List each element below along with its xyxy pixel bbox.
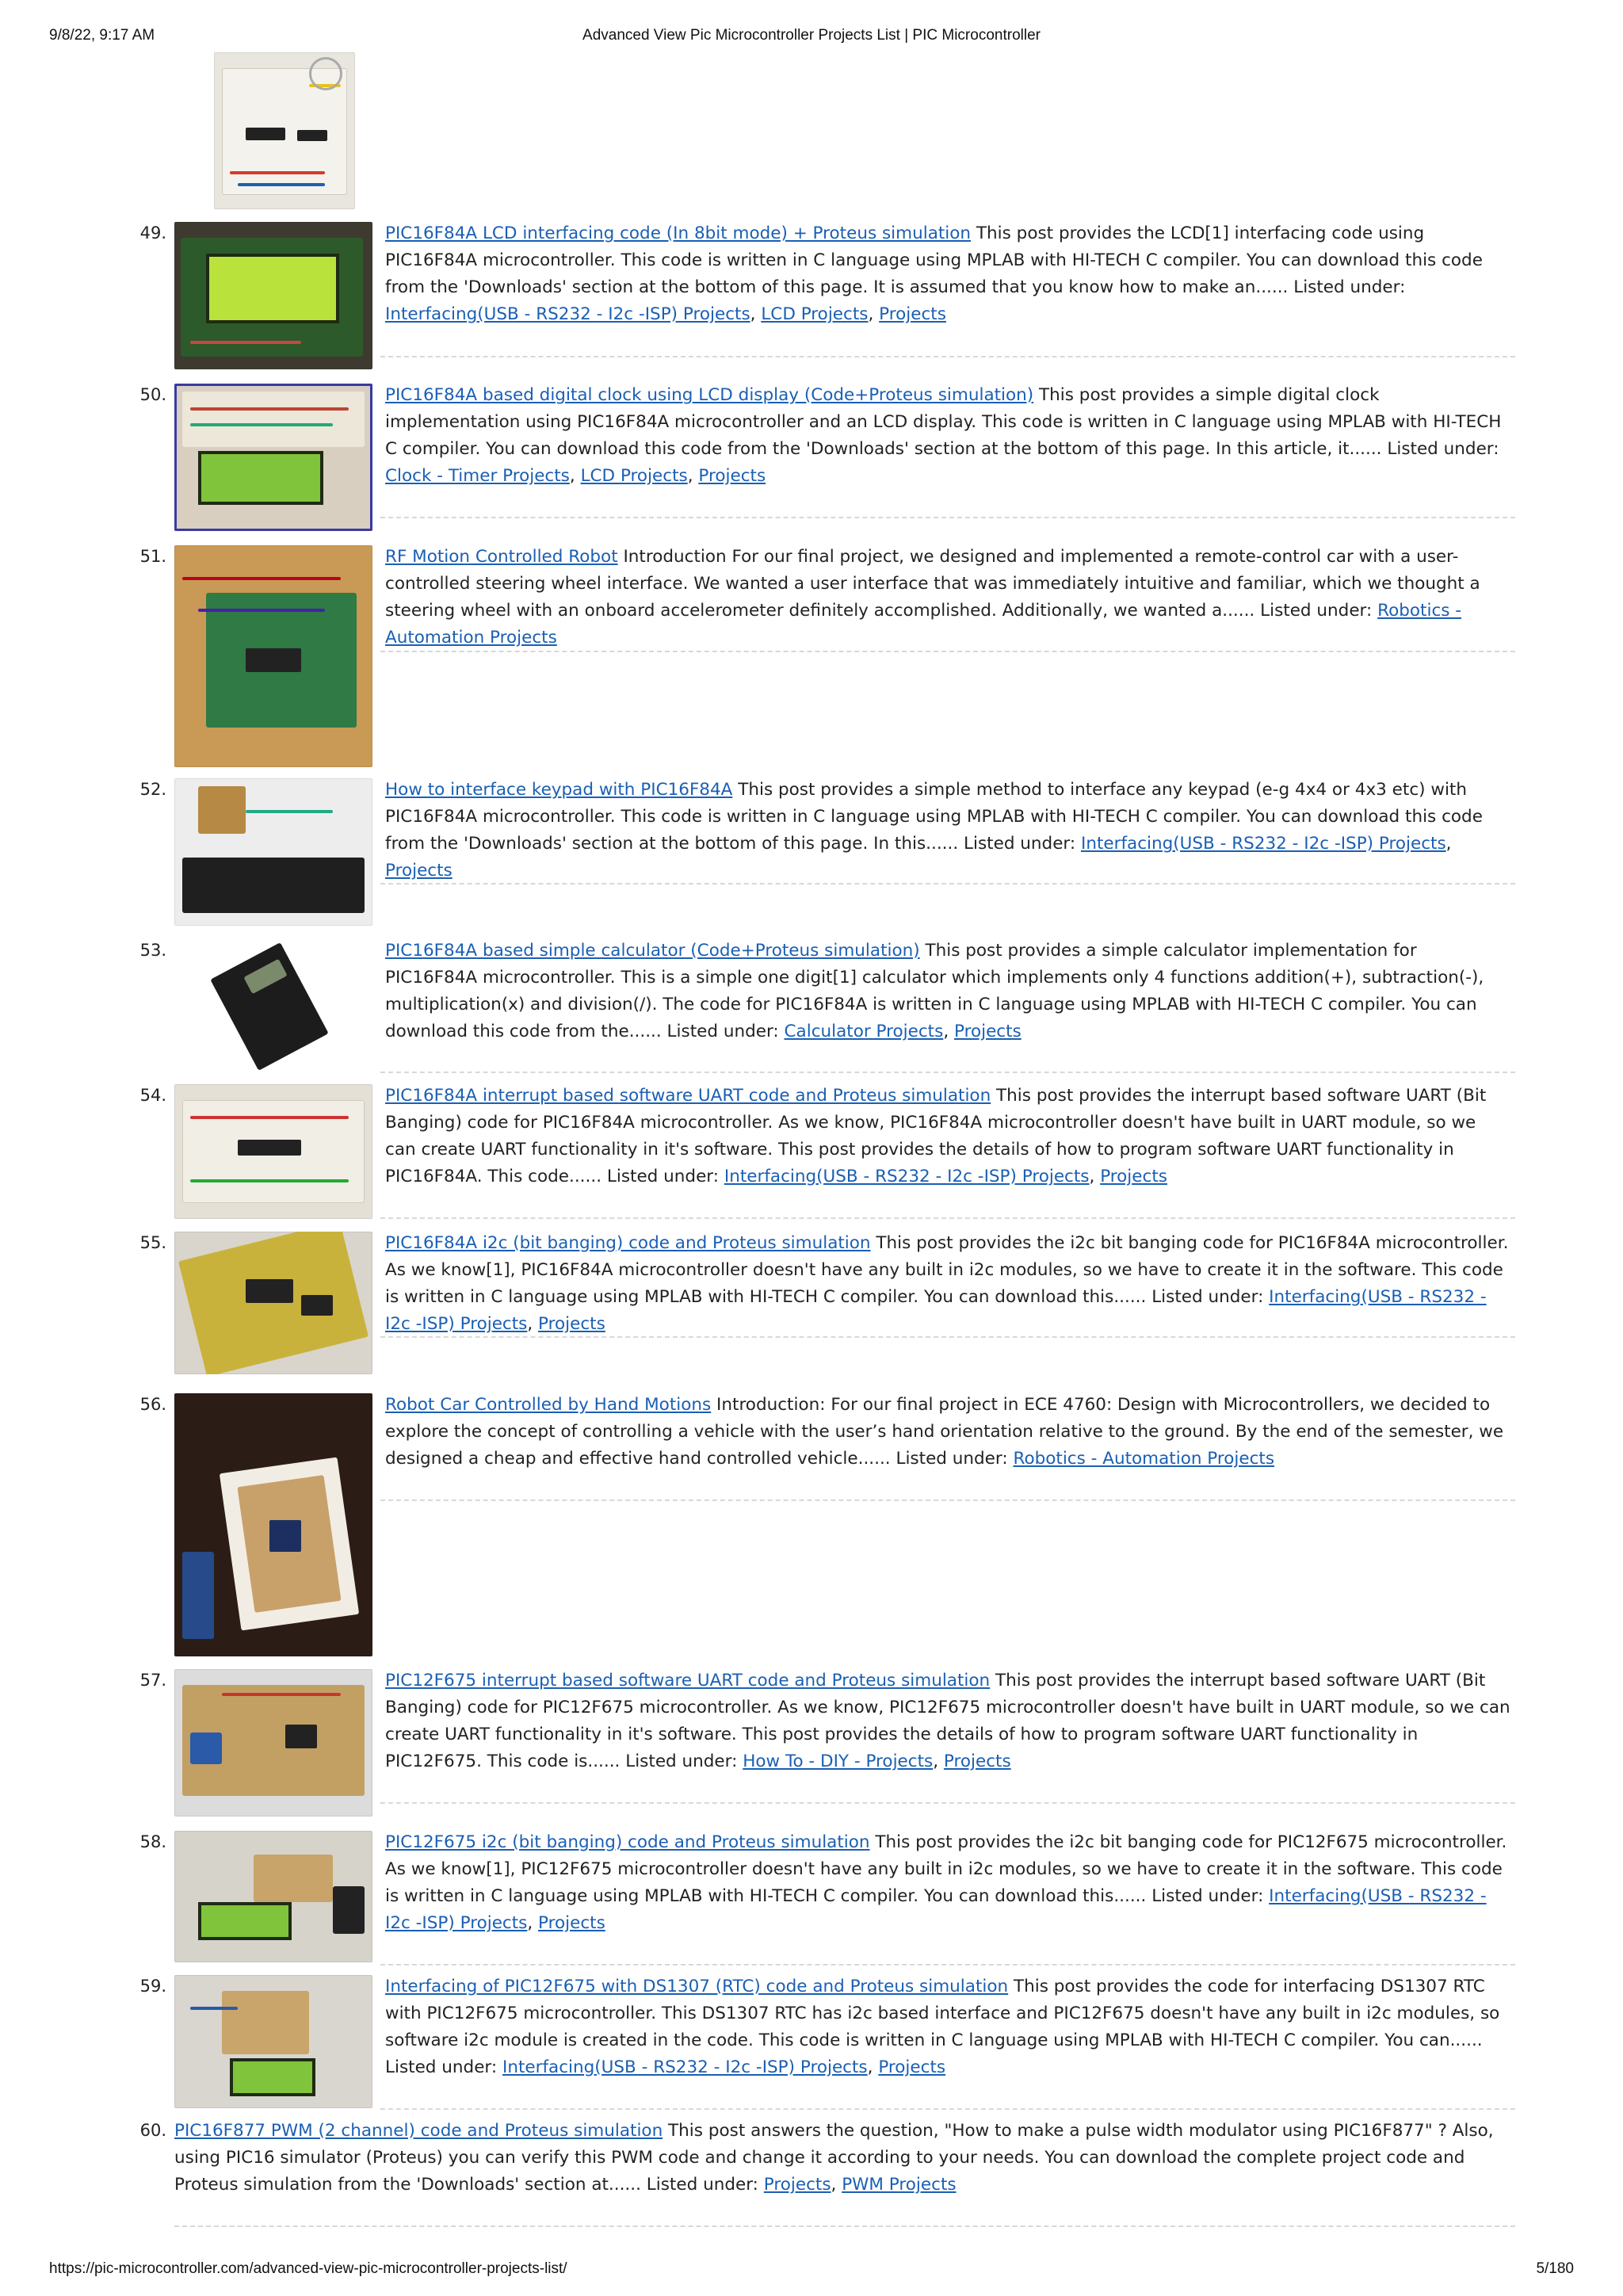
- separator: [380, 1217, 1515, 1219]
- category-link[interactable]: Interfacing(USB - RS232 - I2c -ISP) Projects: [502, 2057, 868, 2077]
- project-title-link[interactable]: How to interface keypad with PIC16F84A: [385, 780, 733, 800]
- print-header: [49, 27, 1574, 51]
- project-description: This post provides the code for interfacing DS1307 RTC with PIC12F675 microcontroller. This DS1307 RTC has i2c based interface and PIC12F675 doesn't have any built in i2c modules, so software i2c module is created in the code. This code is written in C language using MPLAB with HI-TECH C compiler. You can......: [385, 1977, 1500, 2050]
- project-title-link[interactable]: PIC16F84A interrupt based software UART code and Proteus simulation: [385, 1086, 991, 1106]
- category-link[interactable]: Interfacing(USB - RS232 - I2c -ISP) Projects: [385, 1886, 1487, 1933]
- thumbnail-breadboard-uart: [174, 1084, 372, 1219]
- entry-number: 51.: [139, 547, 166, 566]
- category-link[interactable]: Interfacing(USB - RS232 - I2c -ISP) Projects: [724, 1167, 1090, 1186]
- listed-under-label: Listed under:: [646, 2175, 758, 2195]
- project-description: This post provides the LCD[1] interfacing code using PIC16F84A microcontroller. This code is written in C language using MPLAB with HI-TECH C compiler. You can download this code from the 'Downloads' section at the bottom of this page. It is assumed that you know how to make an......: [385, 223, 1483, 297]
- project-description: This post answers the question, "How to make a pulse width modulator using PIC16F877" ? Also, using PIC16 simulator (Proteus) you can verify this PWM code and change it according to your needs. You can download the complete project code and Proteus simulation from the 'Downloads' section at......: [174, 2121, 1494, 2195]
- separator: [380, 517, 1515, 518]
- separator: [380, 883, 1515, 884]
- separator: [174, 2225, 1515, 2227]
- thumbnail-breadboard-top: [214, 52, 355, 209]
- category-link[interactable]: Robotics - Automation Projects: [385, 601, 1462, 648]
- listed-under-label: Listed under:: [606, 1167, 720, 1186]
- project-title-link[interactable]: Interfacing of PIC12F675 with DS1307 (RTC) code and Proteus simulation: [385, 1977, 1009, 1996]
- page-number: 5/180: [1536, 2260, 1574, 2277]
- entry-number: 49.: [139, 223, 166, 243]
- listed-under-label: Listed under:: [896, 1449, 1008, 1469]
- thumbnail-rf-robot: [174, 545, 372, 767]
- category-link[interactable]: Projects: [1100, 1167, 1167, 1186]
- entry-number: 60.: [139, 2121, 166, 2140]
- project-title-link[interactable]: PIC12F675 interrupt based software UART code and Proteus simulation: [385, 1671, 991, 1690]
- entry-number: 52.: [139, 780, 166, 799]
- entry-number: 58.: [139, 1832, 166, 1851]
- separator: [380, 1802, 1515, 1804]
- entry-number: 56.: [139, 1395, 166, 1414]
- category-link[interactable]: Projects: [943, 1752, 1011, 1771]
- project-description: This post provides the interrupt based software UART (Bit Banging) code for PIC16F84A microcontroller. As we know, PIC16F84A microcontroller doesn't have built in UART module, so we can create UART functionality in it's software. This post provides the details of how to program software UART functionality in PIC16F84A. This code......: [385, 1086, 1487, 1186]
- print-datetime: 9/8/22, 9:17 AM: [49, 27, 155, 44]
- separator: [380, 1336, 1515, 1338]
- listed-under-label: Listed under:: [1151, 1287, 1264, 1307]
- entry-number: 55.: [139, 1233, 166, 1252]
- separator: [380, 1072, 1515, 1073]
- category-link[interactable]: Projects: [385, 861, 453, 881]
- project-title-link[interactable]: PIC16F84A based simple calculator (Code+Proteus simulation): [385, 941, 920, 961]
- category-link[interactable]: Projects: [763, 2175, 831, 2195]
- project-description: Introduction: For our final project in ECE 4760: Design with Microcontrollers, we decided to explore the concept of controlling a vehicle with the user’s hand orientation relative to the ground. By the end of the semester, we designed a cheap and effective hand controlled vehicle......: [385, 1395, 1504, 1469]
- category-link[interactable]: Clock - Timer Projects: [385, 466, 570, 486]
- project-description: This post provides a simple digital clock implementation using PIC16F84A microcontroller and an LCD display. This code is written in C language using MPLAB with HI-TECH C compiler. You can download this code from the 'Downloads' section at the bottom of this page. In this article, it......: [385, 385, 1502, 459]
- separator: [380, 1964, 1515, 1966]
- entry-number: 53.: [139, 941, 166, 960]
- category-link[interactable]: Projects: [878, 2057, 946, 2077]
- category-link[interactable]: Interfacing(USB - RS232 - I2c -ISP) Projects: [385, 304, 750, 324]
- project-title-link[interactable]: PIC16F84A based digital clock using LCD display (Code+Proteus simulation): [385, 385, 1034, 405]
- thumbnail-pic12f675-i2c: [174, 1831, 372, 1962]
- project-description: This post provides a simple calculator implementation for PIC16F84A microcontroller. This is a simple one digit[1] calculator which implements only 4 functions addition(+), subtraction(-), multiplication(x) and division(/). The code for PIC16F84A is written in C language using MPLAB with HI-TECH C compiler. You can download this code from the......: [385, 941, 1484, 1041]
- project-title-link[interactable]: Robot Car Controlled by Hand Motions: [385, 1395, 712, 1415]
- thumbnail-keypad: [174, 778, 372, 926]
- project-title-link[interactable]: PIC16F877 PWM (2 channel) code and Proteus simulation: [174, 2121, 663, 2141]
- thumbnail-lcd: [174, 222, 372, 369]
- print-page-title: Advanced View Pic Microcontroller Projects List | PIC Microcontroller: [582, 27, 1041, 44]
- project-description: Introduction For our final project, we designed and implemented a remote-control car with a user-controlled steering wheel interface. We wanted a user interface that was immediately intuitive and familiar, which we thought a steering wheel with an onboard accelerometer definitely accomplished. Additionally, we wanted a......: [385, 547, 1480, 621]
- print-footer: [49, 2260, 1574, 2284]
- listed-under-label: Listed under:: [1260, 601, 1373, 621]
- entry-number: 50.: [139, 385, 166, 404]
- page-url: https://pic-microcontroller.com/advanced-view-pic-microcontroller-projects-list/: [49, 2260, 567, 2277]
- thumbnail-hand-controller: [174, 1393, 372, 1656]
- category-link[interactable]: Projects: [538, 1913, 605, 1933]
- category-link[interactable]: Calculator Projects: [784, 1022, 944, 1041]
- listed-under-label: Listed under:: [1151, 1886, 1264, 1906]
- project-description: This post provides the interrupt based software UART (Bit Banging) code for PIC12F675 microcontroller. As we know, PIC12F675 microcontroller doesn't have built in UART module, so we can create UART functionality in it's software. This post provides the details of how to program software UART functionality in PIC12F675. This code is......: [385, 1671, 1510, 1771]
- project-description: This post provides the i2c bit banging code for PIC16F84A microcontroller. As we know[1], PIC16F84A microcontroller doesn't have any built in i2c modules, so we have to create it in the software. This code is written in C language using MPLAB with HI-TECH C compiler. You can download this......: [385, 1233, 1509, 1307]
- listed-under-label: Listed under:: [1293, 277, 1406, 297]
- entry-number: 57.: [139, 1671, 166, 1690]
- category-link[interactable]: LCD Projects: [761, 304, 869, 324]
- project-description: This post provides the i2c bit banging code for PIC12F675 microcontroller. As we know[1], PIC12F675 microcontroller doesn't have any built in i2c modules, so we have to create it in the software. This code is written in C language using MPLAB with HI-TECH C compiler. You can download this......: [385, 1832, 1507, 1906]
- category-link[interactable]: How To - DIY - Projects: [743, 1752, 934, 1771]
- entry-number: 54.: [139, 1086, 166, 1105]
- category-link[interactable]: Interfacing(USB - RS232 - I2c -ISP) Projects: [385, 1287, 1487, 1334]
- category-link[interactable]: Projects: [698, 466, 766, 486]
- category-link[interactable]: Robotics - Automation Projects: [1013, 1449, 1275, 1469]
- thumbnail-ds1307-rtc: [174, 1975, 372, 2108]
- listed-under-label: Listed under:: [964, 834, 1076, 854]
- category-link[interactable]: Projects: [953, 1022, 1022, 1041]
- category-link[interactable]: Interfacing(USB - RS232 - I2c -ISP) Projects: [1081, 834, 1446, 854]
- project-title-link[interactable]: RF Motion Controlled Robot: [385, 547, 618, 567]
- thumbnail-calculator: [174, 939, 372, 1074]
- category-link[interactable]: LCD Projects: [580, 466, 688, 486]
- project-description: This post provides a simple method to interface any keypad (e-g 4x4 or 4x3 etc) with PIC16F84A microcontroller. This code is written in C language using MPLAB with HI-TECH C compiler. You can download this code from the 'Downloads' section at the bottom of this page. In this......: [385, 780, 1483, 854]
- separator: [380, 651, 1515, 652]
- category-link[interactable]: PWM Projects: [842, 2175, 957, 2195]
- entry-number: 59.: [139, 1977, 166, 1996]
- thumbnail-i2c-board: [174, 1232, 372, 1374]
- category-link[interactable]: Projects: [538, 1314, 605, 1334]
- separator: [380, 2108, 1515, 2110]
- project-title-link[interactable]: PIC16F84A LCD interfacing code (In 8bit mode) + Proteus simulation: [385, 223, 972, 243]
- separator: [380, 1499, 1515, 1501]
- category-link[interactable]: Projects: [879, 304, 946, 324]
- thumbnail-pic12f675-uart: [174, 1669, 372, 1817]
- project-title-link[interactable]: PIC12F675 i2c (bit banging) code and Proteus simulation: [385, 1832, 870, 1852]
- listed-under-label: Listed under:: [666, 1022, 779, 1041]
- listed-under-label: Listed under:: [625, 1752, 738, 1771]
- listed-under-label: Listed under:: [1387, 439, 1499, 459]
- listed-under-label: Listed under:: [385, 2057, 498, 2077]
- separator: [380, 356, 1515, 357]
- thumbnail-digital-clock: [174, 384, 372, 531]
- project-title-link[interactable]: PIC16F84A i2c (bit banging) code and Proteus simulation: [385, 1233, 871, 1253]
